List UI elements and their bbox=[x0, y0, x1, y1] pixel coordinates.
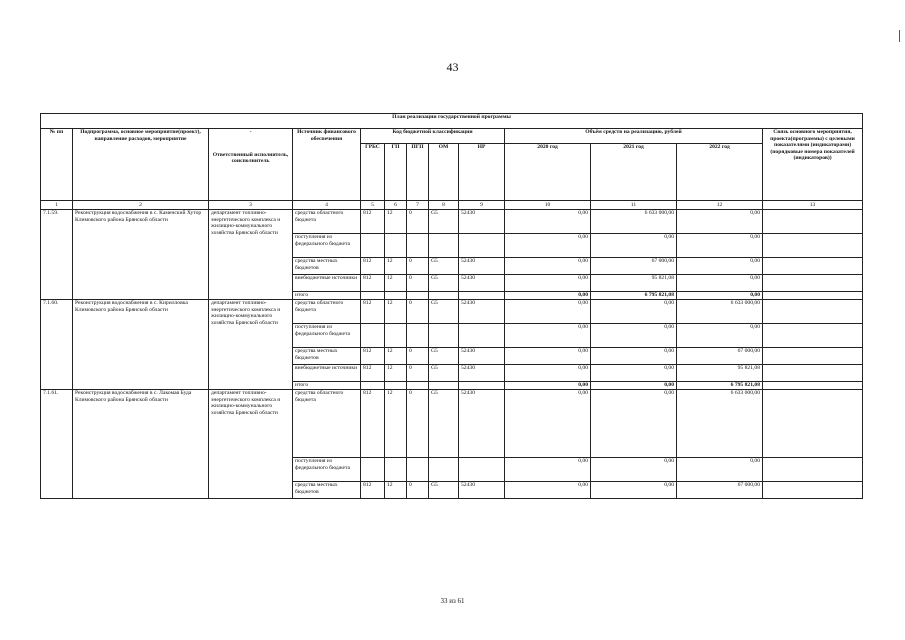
value-2022-cell: 67 000,00 bbox=[677, 348, 763, 365]
grbs-cell: 812 bbox=[361, 300, 385, 324]
item-executor: департамент топливно-энергетического комплекса и жилищно-коммунального хозяйства Брянской области bbox=[209, 390, 293, 499]
value-2021-cell: 0,00 bbox=[591, 482, 677, 499]
om-cell: G5 bbox=[429, 365, 459, 382]
header-gp: ГП bbox=[385, 144, 407, 201]
value-2020-cell: 0,00 bbox=[505, 390, 591, 458]
value-2020-cell: 0,00 bbox=[505, 258, 591, 275]
source-cell: итого bbox=[293, 382, 361, 390]
item-number: 7.1.59. bbox=[41, 210, 73, 300]
pgp-cell bbox=[407, 382, 429, 390]
table-title: План реализации государственной программы bbox=[41, 114, 863, 129]
source-cell: итого bbox=[293, 292, 361, 300]
pgp-cell: 0 bbox=[407, 275, 429, 292]
value-2021-cell: 6 633 000,00 bbox=[591, 210, 677, 234]
pgp-cell: 0 bbox=[407, 258, 429, 275]
item-name: Реконструкция водоснабжения в с. Лакомая Буда Климовского района Брянской области bbox=[73, 390, 209, 499]
om-cell: G5 bbox=[429, 482, 459, 499]
header-executor-label: Ответственный исполнитель, соисполнитель bbox=[212, 151, 289, 165]
grbs-cell: 812 bbox=[361, 210, 385, 234]
column-number: 10 bbox=[505, 201, 591, 210]
link-cell bbox=[763, 458, 863, 482]
header-subprogram: Подпрограмма, основное мероприятие(проект), направление расходов, мероприятие bbox=[73, 129, 209, 201]
value-2022-cell: 0,00 bbox=[677, 234, 763, 258]
grbs-cell bbox=[361, 324, 385, 348]
header-grbs: ГРБС bbox=[361, 144, 385, 201]
grbs-cell: 812 bbox=[361, 348, 385, 365]
value-2020-cell: 0,00 bbox=[505, 382, 591, 390]
source-cell: средства местных бюджетов bbox=[293, 482, 361, 499]
grbs-cell: 812 bbox=[361, 275, 385, 292]
table-row bbox=[41, 300, 863, 324]
grbs-cell: 812 bbox=[361, 482, 385, 499]
gp-cell bbox=[385, 458, 407, 482]
link-cell bbox=[763, 258, 863, 275]
pgp-cell: 0 bbox=[407, 300, 429, 324]
page-number: 43 bbox=[446, 60, 459, 74]
column-number: 6 bbox=[385, 201, 407, 210]
link-cell bbox=[763, 324, 863, 348]
om-cell bbox=[429, 234, 459, 258]
link-cell bbox=[763, 390, 863, 458]
link-cell bbox=[763, 300, 863, 324]
header-om: ОМ bbox=[429, 144, 459, 201]
pgp-cell: 0 bbox=[407, 482, 429, 499]
gp-cell: 12 bbox=[385, 482, 407, 499]
grbs-cell bbox=[361, 382, 385, 390]
value-2020-cell: 0,00 bbox=[505, 210, 591, 234]
gp-cell bbox=[385, 382, 407, 390]
source-cell: поступления из федерального бюджета bbox=[293, 458, 361, 482]
column-number: 7 bbox=[407, 201, 429, 210]
gp-cell bbox=[385, 324, 407, 348]
value-2022-cell: 0,00 bbox=[677, 292, 763, 300]
link-cell bbox=[763, 382, 863, 390]
om-cell: G5 bbox=[429, 300, 459, 324]
nr-cell bbox=[459, 234, 505, 258]
om-cell bbox=[429, 382, 459, 390]
header-executor bbox=[209, 129, 293, 201]
grbs-cell: 812 bbox=[361, 258, 385, 275]
value-2022-cell: 0,00 bbox=[677, 210, 763, 234]
om-cell: G5 bbox=[429, 210, 459, 234]
source-cell: внебюджетные источники bbox=[293, 275, 361, 292]
gp-cell bbox=[385, 292, 407, 300]
source-cell: средства областного бюджета bbox=[293, 210, 361, 234]
gp-cell: 12 bbox=[385, 275, 407, 292]
value-2021-cell: 0,00 bbox=[591, 300, 677, 324]
link-cell bbox=[763, 482, 863, 499]
value-2020-cell: 0,00 bbox=[505, 324, 591, 348]
link-cell bbox=[763, 210, 863, 234]
value-2020-cell: 0,00 bbox=[505, 482, 591, 499]
source-cell: средства областного бюджета bbox=[293, 390, 361, 458]
gp-cell: 12 bbox=[385, 210, 407, 234]
value-2021-cell: 0,00 bbox=[591, 382, 677, 390]
item-executor: департамент топливно-энергетического комплекса и жилищно-коммунального хозяйства Брянской области bbox=[209, 300, 293, 390]
header-num: № пп bbox=[41, 129, 73, 201]
value-2020-cell: 0,00 bbox=[505, 234, 591, 258]
grbs-cell bbox=[361, 292, 385, 300]
pgp-cell: 0 bbox=[407, 348, 429, 365]
gp-cell bbox=[385, 234, 407, 258]
nr-cell: 52430 bbox=[459, 390, 505, 458]
column-number: 12 bbox=[677, 201, 763, 210]
header-2020: 2020 год bbox=[505, 144, 591, 201]
column-number: 3 bbox=[209, 201, 293, 210]
grbs-cell bbox=[361, 234, 385, 258]
item-number: 7.1.60. bbox=[41, 300, 73, 390]
table-row bbox=[41, 390, 863, 458]
header-pgp: ПГП bbox=[407, 144, 429, 201]
page-footer: 33 из 61 bbox=[440, 597, 465, 605]
nr-cell bbox=[459, 382, 505, 390]
gp-cell: 12 bbox=[385, 390, 407, 458]
source-cell: поступления из федерального бюджета bbox=[293, 234, 361, 258]
value-2022-cell: 0,00 bbox=[677, 275, 763, 292]
value-2021-cell: 0,00 bbox=[591, 324, 677, 348]
om-cell: G5 bbox=[429, 258, 459, 275]
nr-cell: 52430 bbox=[459, 275, 505, 292]
value-2021-cell: 67 000,00 bbox=[591, 258, 677, 275]
pgp-cell bbox=[407, 324, 429, 348]
source-cell: поступления из федерального бюджета bbox=[293, 324, 361, 348]
gp-cell: 12 bbox=[385, 348, 407, 365]
value-2021-cell: 6 795 821,08 bbox=[591, 292, 677, 300]
source-cell: внебюджетные источники bbox=[293, 365, 361, 382]
value-2022-cell: 95 821,08 bbox=[677, 365, 763, 382]
value-2021-cell: 95 821,08 bbox=[591, 275, 677, 292]
value-2022-cell: 0,00 bbox=[677, 458, 763, 482]
value-2022-cell: 6 795 821,08 bbox=[677, 382, 763, 390]
om-cell bbox=[429, 292, 459, 300]
column-number: 13 bbox=[763, 201, 863, 210]
link-cell bbox=[763, 234, 863, 258]
value-2020-cell: 0,00 bbox=[505, 458, 591, 482]
header-2021: 2021 год bbox=[591, 144, 677, 201]
header-link: Связь основного мероприятия, проекта(программы) с целевыми показателями (индикаторами) (порядковые номера показателей (индикаторов)) bbox=[763, 129, 863, 201]
pgp-cell: 0 bbox=[407, 365, 429, 382]
grbs-cell: 812 bbox=[361, 365, 385, 382]
nr-cell bbox=[459, 458, 505, 482]
source-cell: средства местных бюджетов bbox=[293, 348, 361, 365]
source-cell: средства областного бюджета bbox=[293, 300, 361, 324]
value-2021-cell: 0,00 bbox=[591, 390, 677, 458]
nr-cell: 52430 bbox=[459, 210, 505, 234]
header-source: Источник финансового обеспечения bbox=[293, 129, 361, 201]
gp-cell: 12 bbox=[385, 365, 407, 382]
source-cell: средства местных бюджетов bbox=[293, 258, 361, 275]
value-2021-cell: 0,00 bbox=[591, 365, 677, 382]
value-2022-cell: 6 633 000,00 bbox=[677, 390, 763, 458]
item-number: 7.1.61. bbox=[41, 390, 73, 499]
value-2020-cell: 0,00 bbox=[505, 348, 591, 365]
item-name: Реконструкция водоснабжения в с. Каменский Хутор Климовского района Брянской области bbox=[73, 210, 209, 300]
header-2022: 2022 год bbox=[677, 144, 763, 201]
item-executor: департамент топливно-энергетического комплекса и жилищно-коммунального хозяйства Брянской области bbox=[209, 210, 293, 300]
column-number: 2 bbox=[73, 201, 209, 210]
value-2020-cell: 0,00 bbox=[505, 365, 591, 382]
header-volume: Объём средств на реализацию, рублей bbox=[505, 129, 763, 144]
column-number: 4 bbox=[293, 201, 361, 210]
gp-cell: 12 bbox=[385, 300, 407, 324]
value-2022-cell: 0,00 bbox=[677, 324, 763, 348]
nr-cell: 52430 bbox=[459, 348, 505, 365]
grbs-cell bbox=[361, 458, 385, 482]
pgp-cell: 0 bbox=[407, 390, 429, 458]
om-cell bbox=[429, 324, 459, 348]
item-name: Реконструкция водоснабжения в с. Кирилловка Климовского района Брянской области bbox=[73, 300, 209, 390]
edge-mark bbox=[899, 30, 900, 42]
om-cell bbox=[429, 458, 459, 482]
link-cell bbox=[763, 275, 863, 292]
pgp-cell bbox=[407, 458, 429, 482]
column-number: 9 bbox=[459, 201, 505, 210]
column-number: 8 bbox=[429, 201, 459, 210]
value-2022-cell: 6 633 000,00 bbox=[677, 300, 763, 324]
program-plan-table bbox=[40, 113, 863, 499]
value-2021-cell: 0,00 bbox=[591, 458, 677, 482]
pgp-cell bbox=[407, 292, 429, 300]
link-cell bbox=[763, 365, 863, 382]
value-2020-cell: 0,00 bbox=[505, 275, 591, 292]
nr-cell: 52430 bbox=[459, 365, 505, 382]
nr-cell bbox=[459, 292, 505, 300]
om-cell: G5 bbox=[429, 390, 459, 458]
value-2021-cell: 0,00 bbox=[591, 234, 677, 258]
value-2022-cell: 0,00 bbox=[677, 258, 763, 275]
pgp-cell: 0 bbox=[407, 210, 429, 234]
nr-cell: 52430 bbox=[459, 482, 505, 499]
column-number: 1 bbox=[41, 201, 73, 210]
grbs-cell: 812 bbox=[361, 390, 385, 458]
om-cell: G5 bbox=[429, 348, 459, 365]
pgp-cell bbox=[407, 234, 429, 258]
link-cell bbox=[763, 348, 863, 365]
value-2020-cell: 0,00 bbox=[505, 292, 591, 300]
value-2022-cell: 67 000,00 bbox=[677, 482, 763, 499]
column-number: 11 bbox=[591, 201, 677, 210]
nr-cell: 52430 bbox=[459, 258, 505, 275]
column-number: 5 bbox=[361, 201, 385, 210]
nr-cell bbox=[459, 324, 505, 348]
header-budget-code: Код бюджетной классификации bbox=[361, 129, 505, 144]
om-cell: G5 bbox=[429, 275, 459, 292]
header-executor-dash: - bbox=[249, 129, 252, 135]
table-row bbox=[41, 210, 863, 234]
header-nr: НР bbox=[459, 144, 505, 201]
value-2021-cell: 0,00 bbox=[591, 348, 677, 365]
value-2020-cell: 0,00 bbox=[505, 300, 591, 324]
nr-cell: 52430 bbox=[459, 300, 505, 324]
link-cell bbox=[763, 292, 863, 300]
gp-cell: 12 bbox=[385, 258, 407, 275]
